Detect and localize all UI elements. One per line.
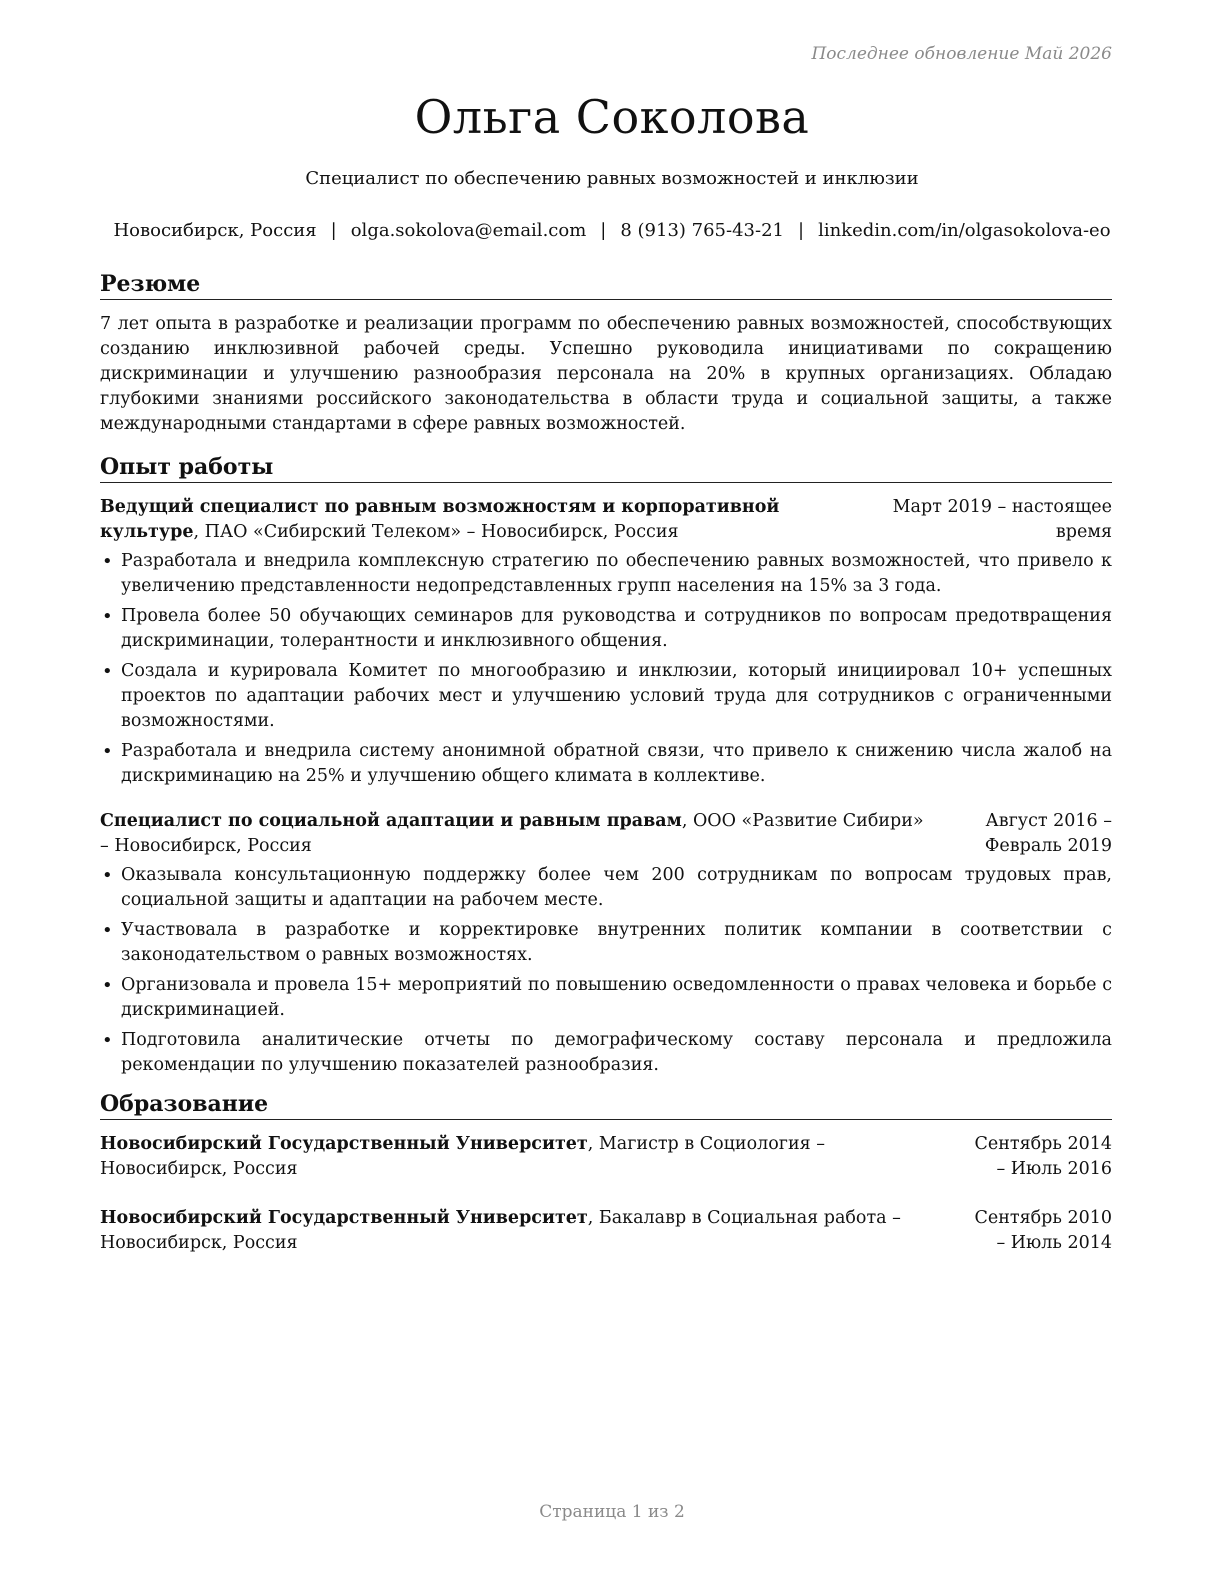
job-bullets	[100, 549, 1112, 789]
education-header	[100, 1132, 1112, 1182]
list-item: • Создала и курировала Комитет по многообразию и инклюзии, который инициировал 10+ успешных проектов по адаптации рабочих мест и улучшению условий труда для сотрудников с ограниченными возможностями.	[100, 659, 1112, 734]
education-detail: , Бакалавр в Социальная работа – Новосибирск, Россия	[100, 1208, 901, 1253]
job-header	[100, 495, 1112, 545]
section-heading-experience: Опыт работы	[100, 453, 1112, 483]
list-item: • Оказывала консультационную поддержку более чем 200 сотрудникам по вопросам трудовых прав, социальной защиты и адаптации на рабочем месте.	[100, 863, 1112, 913]
contact-separator: |	[798, 220, 805, 241]
education-detail: , Магистр в Социология – Новосибирск, Россия	[100, 1134, 825, 1179]
education-title-line	[100, 1132, 962, 1182]
contact-location: Новосибирск, Россия	[113, 220, 317, 241]
list-item: • Подготовила аналитические отчеты по демографическому составу персонала и предложила рекомендации по улучшению показателей разнообразия.	[100, 1028, 1112, 1078]
education-title-line	[100, 1206, 962, 1256]
candidate-title: Специалист по обеспечению равных возможностей и инклюзии	[305, 168, 919, 189]
summary-section	[100, 270, 1112, 437]
experience-section	[100, 453, 1112, 1078]
contact-separator: |	[600, 220, 607, 241]
summary-text: 7 лет опыта в разработке и реализации программ по обеспечению равных возможностей, способствующих созданию инклюзивной рабочей среды. Успешно руководила инициативами по сокращению дискриминации и улучшению разнообразия персонала на 20% в крупных организациях. Обладаю глубокими знаниями российского законодательства в области труда и социальной защиты, а также международными стандартами в сфере равных возможностей.	[100, 314, 1112, 434]
education-school: Новосибирский Государственный Университет	[100, 1208, 588, 1228]
job-dates: Март 2019 – настоящее время	[892, 497, 1112, 542]
list-item: • Организовала и провела 15+ мероприятий по повышению осведомленности о правах человека и борьбе с дискриминацией.	[100, 973, 1112, 1023]
job-org: , ПАО «Сибирский Телеком» – Новосибирск, Россия	[193, 522, 679, 542]
resume-content	[100, 270, 1112, 1256]
job-title-line	[100, 495, 867, 545]
candidate-name: Ольга Соколова	[414, 90, 810, 144]
contact-email[interactable]: olga.sokolova@email.com	[350, 220, 587, 241]
education-header	[100, 1206, 1112, 1256]
education-dates: Сентябрь 2014 – Июль 2016	[974, 1134, 1112, 1179]
list-item: • Разработала и внедрила систему анонимной обратной связи, что привело к снижению числа жалоб на дискриминацию на 25% и улучшению общего климата в коллективе.	[100, 739, 1112, 789]
last-updated: Последнее обновление Май 2026	[811, 44, 1112, 64]
list-item: • Провела более 50 обучающих семинаров для руководства и сотрудников по вопросам предотвращения дискриминации, толерантности и инклюзивного общения.	[100, 604, 1112, 654]
education-section	[100, 1090, 1112, 1256]
job-entry	[100, 495, 1112, 789]
job-bullets	[100, 863, 1112, 1078]
list-item: • Разработала и внедрила комплексную стратегию по обеспечению равных возможностей, что привело к увеличению представленности недопредставленных групп населения на 15% за 3 года.	[100, 549, 1112, 599]
contact-line	[0, 220, 1224, 241]
job-title-line	[100, 809, 937, 859]
education-school: Новосибирский Государственный Университет	[100, 1134, 588, 1154]
education-dates: Сентябрь 2010 – Июль 2014	[974, 1208, 1112, 1253]
job-org: , ООО «Развитие Сибири» – Новосибирск, Россия	[100, 811, 924, 856]
contact-linkedin[interactable]: linkedin.com/in/olgasokolova-eo	[818, 220, 1111, 241]
list-item: • Участвовала в разработке и корректировке внутренних политик компании в соответствии с законодательством о равных возможностях.	[100, 918, 1112, 968]
education-entry	[100, 1132, 1112, 1182]
job-role: Специалист по социальной адаптации и равным правам	[100, 811, 682, 831]
education-entry	[100, 1206, 1112, 1256]
job-role: Ведущий специалист по равным возможностям и корпоративной культуре	[100, 497, 780, 542]
job-dates: Август 2016 – Февраль 2019	[984, 811, 1112, 856]
job-entry	[100, 809, 1112, 1078]
section-heading-education: Образование	[100, 1090, 1112, 1120]
section-heading-summary: Резюме	[100, 270, 1112, 300]
job-header	[100, 809, 1112, 859]
contact-separator: |	[330, 220, 337, 241]
page-number: Страница 1 из 2	[539, 1502, 685, 1522]
contact-phone: 8 (913) 765-43-21	[620, 220, 784, 241]
